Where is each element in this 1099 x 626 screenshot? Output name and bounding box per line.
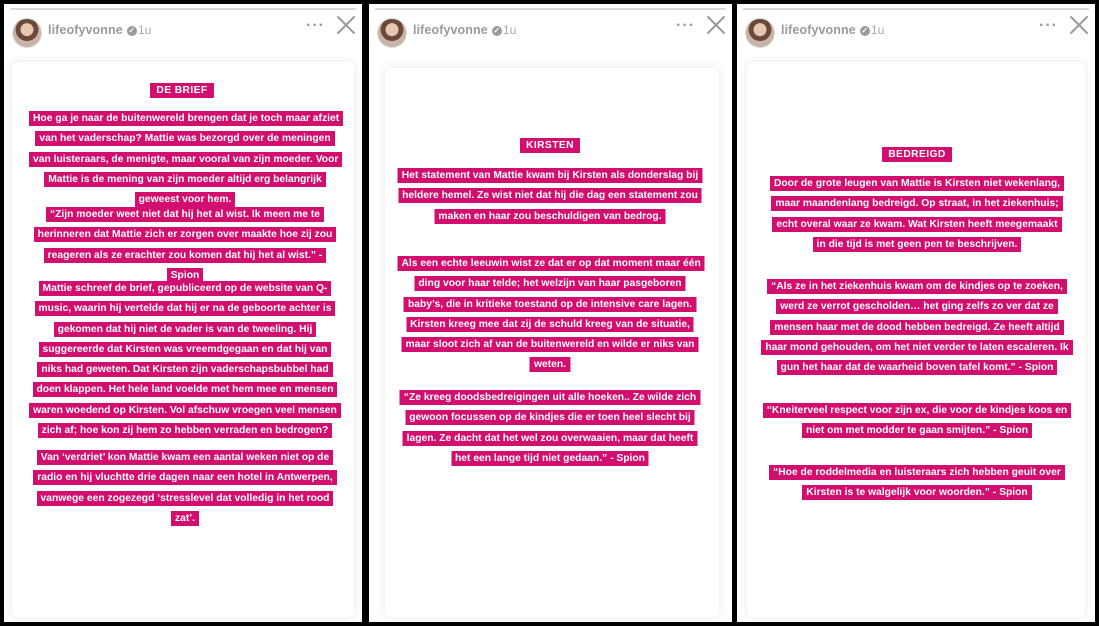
username[interactable]: lifeofyvonne ✓ bbox=[413, 23, 501, 37]
close-icon[interactable] bbox=[1068, 14, 1090, 36]
paragraph-2: Als een echte leeuwin wist ze dat er op dat moment maar één ding voor haar telde; het welzijn van haar pasgeboren baby’s, die in kritieke toestand op de intensive care lagen. Kirsten kreeg mee dat zij de schuld kreeg van de situatie, maar sloot zich af van de buitenwereld en wilde er niks van weten. bbox=[398, 253, 703, 375]
avatar[interactable] bbox=[12, 18, 42, 48]
story-header bbox=[737, 4, 1095, 56]
story-panel-3[interactable] bbox=[737, 4, 1095, 622]
more-dots-icon[interactable]: ··· bbox=[676, 17, 695, 34]
story-progress-bar bbox=[10, 8, 356, 10]
username[interactable]: lifeofyvonne ✓ bbox=[48, 23, 136, 37]
story-progress-bar bbox=[375, 8, 726, 10]
paragraph-1: Hoe ga je naar de buitenwereld brengen dat je toch maar afziet van het vaderschap? Mattie was bezorgd over de meningen van luisteraars, de menigte, maar vooral van zijn moeder. Voor Mattie is de mening van zijn moeder altijd erg belangrijk geweest voor hem. bbox=[29, 108, 341, 209]
section-heading: BEDREIGD bbox=[817, 144, 1017, 164]
quote-paragraph-3: “Hoe de roddelmedia en luisteraars zich hebben geuit over Kirsten is te walgelijk voor woorden.” - Spion bbox=[761, 462, 1073, 503]
section-heading: KIRSTEN bbox=[450, 135, 650, 155]
avatar[interactable] bbox=[377, 18, 407, 48]
close-icon[interactable] bbox=[705, 14, 727, 36]
post-time: 1u bbox=[503, 23, 517, 37]
quote-paragraph-1: “Als ze in het ziekenhuis kwam om de kindjes op te zoeken, werd ze verrot gescholden… het ging zelfs zo ver dat ze mensen haar met de dood hebben bedreigd. Ze heeft altijd haar mond gehouden, om het niet verder te laten escaleren. Ik gun het haar dat de waarheid boven tafel komt.” - Spion bbox=[761, 276, 1073, 377]
avatar[interactable] bbox=[745, 18, 775, 48]
story-panel-1[interactable] bbox=[4, 4, 362, 622]
section-heading: DE BRIEF bbox=[82, 80, 282, 100]
post-time: 1u bbox=[138, 23, 152, 37]
quote-paragraph-2: “Kneiterveel respect voor zijn ex, die voor de kindjes koos en niet om met modder te gaan smijten.” - Spion bbox=[761, 400, 1073, 441]
story-progress-bar bbox=[743, 8, 1089, 10]
paragraph-1: Door de grote leugen van Mattie is Kirsten niet wekenlang, maar maandenlang bedreigd. Op straat, in het ziekenhuis; echt overal waar ze kwam. Wat Kirsten heeft meegemaakt in die tijd is met geen pen te beschrijven. bbox=[769, 173, 1065, 254]
close-icon[interactable] bbox=[335, 14, 357, 36]
username[interactable]: lifeofyvonne ✓ bbox=[781, 23, 869, 37]
verified-badge-icon: ✓ bbox=[493, 26, 501, 35]
more-dots-icon[interactable]: ··· bbox=[306, 17, 325, 34]
quote-paragraph: “Zijn moeder weet niet dat hij het al wist. Ik meen me te herinneren dat Mattie zich er zorgen over maakte hoe zij zou reageren als ze erachter zou komen dat hij het al wist.” - Spion bbox=[29, 204, 341, 285]
paragraph-4: Van ‘verdriet’ kon Mattie kwam een aantal weken niet op de radio en hij vluchtte drie dagen naar een hotel in Antwerpen, vanwege een zogezegd ‘stresslevel dat volledig in het rood zat’. bbox=[29, 447, 341, 528]
verified-badge-icon: ✓ bbox=[861, 26, 869, 35]
verified-badge-icon: ✓ bbox=[128, 26, 136, 35]
paragraph-3: Mattie schreef de brief, gepubliceerd op de website van Q-music, waarin hij vertelde dat hij er na de geboorte achter is gekomen dat hij niet de vader is van de tweeling. Hij suggereerde dat Kirsten was vreemdgegaan en dat hij van niks had geweten. Dat Kirsten zijn vaderschapsbubbel had doen klappen. Het hele land voelde met hem mee en mensen waren woedend op Kirsten. Vol afschuw vroegen veel mensen zich af; hoe kon zij hem zo hebben verraden en bedrogen? bbox=[29, 278, 341, 440]
story-header bbox=[369, 4, 732, 56]
post-time: 1u bbox=[871, 23, 885, 37]
story-header bbox=[4, 4, 362, 56]
story-panel-2[interactable] bbox=[369, 4, 732, 622]
quote-paragraph: “Ze kreeg doodsbedreigingen uit alle hoeken.. Ze wilde zich gewoon focussen op de kindjes die er toen heel slecht bij lagen. Ze dacht dat het wel zou overwaaien, maar dat heeft het een lange tijd niet gedaan.” - Spion bbox=[398, 387, 703, 468]
paragraph-1: Het statement van Mattie kwam bij Kirsten als donderslag bij heldere hemel. Ze wist niet dat hij die dag een statement zou maken en haar zou beschuldigen van bedrog. bbox=[398, 165, 703, 226]
more-dots-icon[interactable]: ··· bbox=[1039, 17, 1058, 34]
